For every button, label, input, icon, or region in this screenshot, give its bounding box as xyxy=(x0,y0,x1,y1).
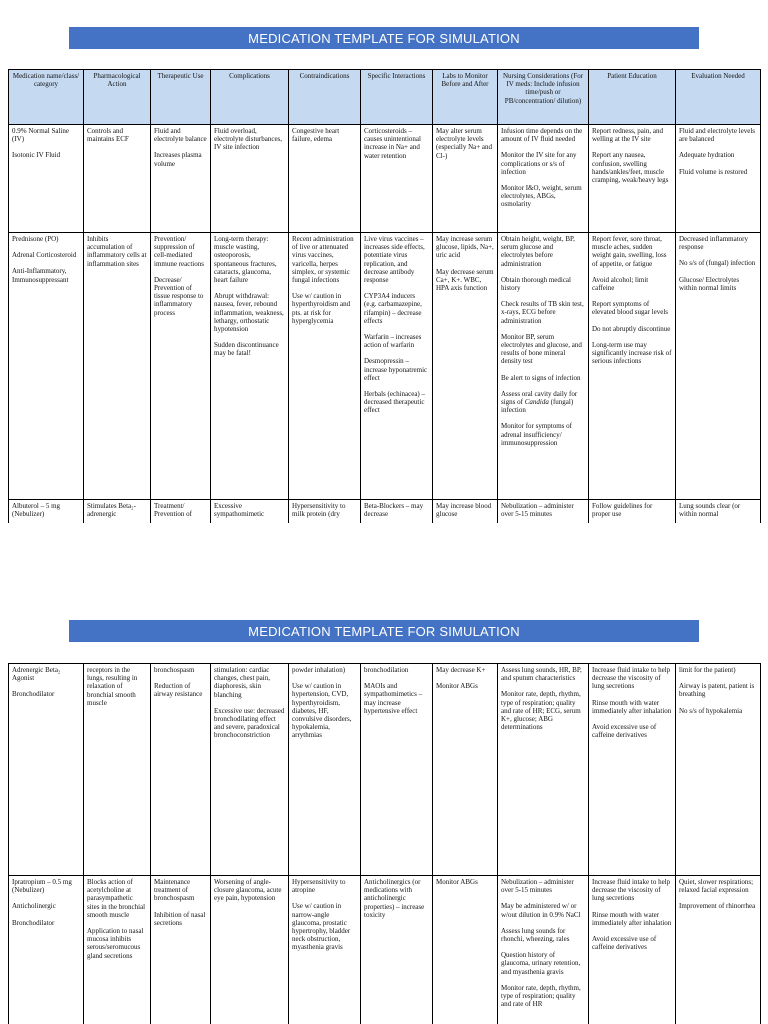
table-cell xyxy=(84,125,151,233)
cell-text: May alter serum electrolyte levels (especially Na+ and Cl-) xyxy=(436,127,493,160)
cell-text: Long-term use may significantly increase risk of serious infections xyxy=(592,340,672,366)
cell-text: Adequate hydration xyxy=(679,151,735,160)
cell-text: Use w/ caution in hypertension, CVD, hyperthyroidism, diabetes, HF, convulsive disorders, hypokalemia, arrythmias xyxy=(292,682,352,740)
cell-text: powder inhalation) xyxy=(292,666,346,674)
page2-medication-table xyxy=(8,663,761,1024)
cell-text: Bronchodilator xyxy=(12,918,55,927)
cell-text: Increase fluid intake to help decrease the viscosity of lung secretions xyxy=(592,666,671,691)
table-row xyxy=(9,233,761,500)
cell-text: Use w/ caution in hyperthyroidism and pts. at risk for hyperglycemia xyxy=(292,292,351,325)
cell-text: bronchodilation xyxy=(364,666,409,674)
cell-text: Abrupt withdrawal: nausea, fever, rebound inflammation, weakness, lethargy, orthostatic hypotension xyxy=(214,292,284,334)
cell-text: Improvement of rhinorrhea xyxy=(679,902,756,911)
cell-text: Inhibition of nasal secretions xyxy=(154,910,206,927)
cell-text: May decrease serum Ca+, K+. WBC, HPA axis function xyxy=(436,267,494,293)
table-cell xyxy=(151,233,211,500)
table-cell xyxy=(151,876,211,1024)
table-cell xyxy=(289,500,361,524)
cell-text: Bronchodilator xyxy=(12,690,55,699)
header-pharmacological-action: Pharmacological Action xyxy=(84,70,151,125)
cell-text: Maintenance treatment of bronchospasm xyxy=(154,878,195,903)
cell-text: Reduction of airway resistance xyxy=(154,682,203,699)
cell-text: Use w/ caution in narrow-angle glaucoma, prostatic hypertrophy, bladder neck obstruction, myasthenia gravis xyxy=(292,902,351,952)
cell-text: Avoid excessive use of caffeine derivatives xyxy=(592,723,657,740)
cell-text: Sudden discontinuance may be fatal! xyxy=(214,341,279,358)
table-cell xyxy=(84,664,151,876)
page2-table-clip xyxy=(0,663,768,1024)
cell-text: Recent administration of live or attenuated virus vaccines, varicella, herpes simplex, or systemic fungal infections xyxy=(292,235,354,285)
table-cell xyxy=(84,233,151,500)
table-cell xyxy=(9,664,84,876)
page1-header-row xyxy=(9,70,761,125)
cell-text: Assess oral cavity daily for signs of Candida (fungal) infection xyxy=(501,389,578,415)
header-labs: Labs to Monitor Before and After xyxy=(433,70,498,125)
cell-text: Airway is patent, patient is breathing xyxy=(679,682,755,699)
cell-text: limit for the patient) xyxy=(679,666,736,674)
page1-banner: MEDICATION TEMPLATE FOR SIMULATION xyxy=(69,27,699,49)
header-therapeutic-use: Therapeutic Use xyxy=(151,70,211,125)
cell-text: Beta-Blockers – may decrease xyxy=(364,502,424,519)
table-cell xyxy=(289,876,361,1024)
cell-text: Corticosteroids – causes unintentional increase in Na+ and water retention xyxy=(364,127,421,160)
cell-text: Desmopressin – increase hyponatremic effect xyxy=(364,357,428,382)
table-cell xyxy=(211,125,289,233)
cell-text: Nebulization – administer over 5-15 minutes xyxy=(501,502,574,519)
cell-text: Blocks action of acetylcholine at parasympathetic sites in the bronchial smooth muscle xyxy=(87,878,146,919)
table-cell xyxy=(676,125,761,233)
cell-text: Rinse mouth with water immediately after inhalation xyxy=(592,910,672,927)
cell-text: Albuterol – 5 mg (Nebulizer) xyxy=(12,502,61,519)
cell-text: Fluid volume is restored xyxy=(679,167,748,176)
cell-text: Isotonic IV Fluid xyxy=(12,151,61,160)
header-evaluation-needed: Evaluation Needed xyxy=(676,70,761,125)
cell-text: Rinse mouth with water immediately after inhalation xyxy=(592,698,672,715)
table-row xyxy=(9,664,761,876)
table-cell xyxy=(151,500,211,524)
table-cell xyxy=(211,233,289,500)
table-cell xyxy=(498,233,589,500)
cell-text: Assess lung sounds for rhonchi, wheezing, rales xyxy=(501,926,570,944)
header-contraindications: Contraindications xyxy=(289,70,361,125)
header-specific-interactions: Specific Interactions xyxy=(361,70,433,125)
cell-text: Herbals (echinacea) – decreased therapeutic effect xyxy=(364,390,426,415)
cell-text: 0.9% Normal Saline (IV) xyxy=(12,127,69,144)
cell-text: MAOIs and sympathomimetics – may increase hypertensive effect xyxy=(364,682,423,715)
cell-text: Lung sounds clear (or within normal xyxy=(679,502,741,519)
page1-medication-table xyxy=(8,69,761,523)
table-cell xyxy=(9,500,84,524)
cell-text: Hypersensitivity to milk protein (dry xyxy=(292,502,346,519)
table-row xyxy=(9,500,761,524)
cell-text: Hypersensitivity to atropine xyxy=(292,878,346,895)
table-cell xyxy=(289,233,361,500)
cell-text: Decreased inflammatory response xyxy=(679,235,748,252)
cell-text: Prednisone (PO) xyxy=(12,235,59,243)
cell-text: Monitor rate, depth, rhythm, type of respiration; quality and rate of HR; ECG, serum K+, glucose; ABG determinations xyxy=(501,690,581,732)
cell-text: Long-term therapy: muscle wasting, osteoporosis, spontaneous fractures, cataracts, glaucoma, heart failure xyxy=(214,235,277,285)
table-cell xyxy=(211,664,289,876)
table-cell xyxy=(433,125,498,233)
table-cell xyxy=(361,500,433,524)
cell-text: Assess lung sounds, HR, BP, and sputum characteristics xyxy=(501,666,582,683)
table-row xyxy=(9,125,761,233)
cell-text: stimulation: cardiac changes, chest pain, diaphoresis, skin blanching xyxy=(214,666,270,699)
header-patient-education: Patient Education xyxy=(589,70,676,125)
cell-text: Report fever, sore throat, muscle aches, sudden weight gain, swelling, loss of appetite, or fatigue xyxy=(592,235,667,268)
table-cell xyxy=(498,664,589,876)
cell-text: Ipratropium – 0.5 mg (Nebulizer) xyxy=(12,878,72,895)
table-cell xyxy=(498,125,589,233)
cell-text: receptors in the lungs, resulting in relaxation of bronchial smooth muscle xyxy=(87,666,138,707)
table-cell xyxy=(361,125,433,233)
cell-text: Inhibits accumulation of inflammatory cells at inflammation sites xyxy=(87,235,147,268)
table-cell xyxy=(676,500,761,524)
table-cell xyxy=(589,500,676,524)
cell-text: May increase serum glucose, lipids, Na+, uric acid xyxy=(436,235,494,260)
cell-text: Monitor BP, serum electrolytes and glucose, and results of bone mineral density test xyxy=(501,332,582,366)
cell-text: Monitor ABGs xyxy=(436,878,478,886)
cell-text: No s/s of hypokalemia xyxy=(679,706,743,715)
cell-text: Infusion time depends on the amount of IV fluid needed xyxy=(501,127,583,144)
cell-text: Live virus vaccines – increases side effects, potentiate virus replication, and decrease antibody response xyxy=(364,235,425,285)
header-medication: Medication name/class/ category xyxy=(9,70,84,125)
table-cell xyxy=(676,876,761,1024)
cell-text: May increase blood glucose xyxy=(436,502,492,519)
cell-text: Stimulates Beta₂-adrenergic xyxy=(87,502,136,519)
cell-text: Be alert to signs of infection xyxy=(501,373,581,382)
cell-text: Report any nausea, confusion, swelling hands/ankles/feet, muscle cramping, weak/heavy legs xyxy=(592,151,669,185)
cell-text: CYP3A4 inducers (e.g. carbamazepine, rifampin) – decrease effects xyxy=(364,292,422,325)
table-cell xyxy=(589,125,676,233)
table-row xyxy=(9,876,761,1024)
table-cell xyxy=(498,500,589,524)
cell-text: Avoid excessive use of caffeine derivatives xyxy=(592,935,657,952)
cell-text: bronchospasm xyxy=(154,666,195,674)
cell-text: Congestive heart failure, edema xyxy=(292,127,340,144)
table-cell xyxy=(151,664,211,876)
table-cell xyxy=(433,664,498,876)
cell-text: Excessive use: decreased bronchodilating effect and severe, paradoxical bronchoconstriction xyxy=(214,706,285,740)
cell-text: Nebulization – administer over 5-15 minutes xyxy=(501,878,574,895)
cell-text: Fluid and electrolyte balance xyxy=(154,127,207,144)
table-cell xyxy=(361,664,433,876)
table-cell xyxy=(589,664,676,876)
cell-text: Check results of TB skin test, x-rays, ECG before administration xyxy=(501,300,584,325)
table-cell xyxy=(84,500,151,524)
table-cell xyxy=(361,876,433,1024)
table-cell xyxy=(9,125,84,233)
cell-text: Prevention/ suppression of cell-mediated immune reactions xyxy=(154,235,204,268)
cell-text: Obtain thorough medical history xyxy=(501,275,571,293)
table-cell xyxy=(289,664,361,876)
cell-text: Avoid alcohol; limit caffeine xyxy=(592,275,649,293)
cell-text: Application to nasal mucosa inhibits serous/seromucous gland secretions xyxy=(87,927,144,960)
table-cell xyxy=(9,876,84,1024)
cell-text: Warfarin – increases action of warfarin xyxy=(364,333,422,350)
cell-text: Quiet, slower respirations; relaxed facial expression xyxy=(679,878,754,895)
cell-text: Report symptoms of elevated blood sugar levels xyxy=(592,300,669,317)
cell-text: Fluid overload, electrolyte disturbances, IV site infection xyxy=(214,127,283,152)
table-cell xyxy=(433,876,498,1024)
table-cell xyxy=(589,876,676,1024)
page1-table-clip xyxy=(0,69,768,523)
header-nursing-considerations: Nursing Considerations (For IV meds: Include infusion time/push or PB/concentration/ dilution) xyxy=(498,70,589,125)
cell-text: May decrease K+ xyxy=(436,666,486,674)
table-cell xyxy=(676,664,761,876)
cell-text: Controls and maintains ECF xyxy=(87,127,129,144)
cell-text: May be administered w/ or w/out dilution in 0.9% NaCl xyxy=(501,902,581,919)
table-cell xyxy=(433,500,498,524)
cell-text: Question history of glaucoma, urinary retention, and myasthenia gravis xyxy=(501,951,581,976)
cell-text: Anti-Inflammatory, Immunosuppressant xyxy=(12,267,69,284)
cell-text: Adrenergic Beta₂ Agonist xyxy=(12,666,61,683)
cell-text: Anticholinergic xyxy=(12,902,56,911)
cell-text: Increase fluid intake to help decrease the viscosity of lung secretions xyxy=(592,878,671,903)
cell-text: Monitor for symptoms of adrenal insufficiency/ immunosuppression xyxy=(501,422,572,447)
cell-text: Monitor I&O, weight, serum electrolytes, ABGs, osmolarity xyxy=(501,184,582,209)
cell-text: Anticholinergics (or medications with anticholinergic properties) – increase toxicity xyxy=(364,878,425,919)
cell-text: Worsening of angle-closure glaucoma, acute eye pain, hypotension xyxy=(214,878,282,903)
table-cell xyxy=(211,876,289,1024)
table-cell xyxy=(676,233,761,500)
cell-text: Excessive sympathomimetic xyxy=(214,502,265,519)
table-cell xyxy=(211,500,289,524)
table-cell xyxy=(589,233,676,500)
cell-text: Glucose/ Electrolytes within normal limits xyxy=(679,275,740,292)
cell-text: Obtain height, weight, BP, serum glucose and electrolytes before administration xyxy=(501,235,575,268)
page2-banner: MEDICATION TEMPLATE FOR SIMULATION xyxy=(69,620,699,642)
cell-text: Fluid and electrolyte levels are balanced xyxy=(679,127,756,144)
table-cell xyxy=(9,233,84,500)
table-cell xyxy=(84,876,151,1024)
cell-text: Follow guidelines for proper use xyxy=(592,502,653,519)
table-cell xyxy=(433,233,498,500)
table-cell xyxy=(361,233,433,500)
cell-text: Increases plasma volume xyxy=(154,151,202,168)
header-complications: Complications xyxy=(211,70,289,125)
cell-text: Monitor the IV site for any complications or s/s of infection xyxy=(501,151,577,176)
cell-text: Decrease/ Prevention of tissue response to inflammatory process xyxy=(154,275,204,317)
cell-text: Monitor rate, depth, rhythm, type of respiration; quality and rate of HR xyxy=(501,983,581,1009)
cell-text: Do not abruptly discontinue xyxy=(592,324,671,333)
cell-text: Treatment/ Prevention of xyxy=(154,502,192,519)
cell-text: Report redness, pain, and welling at the IV site xyxy=(592,127,663,144)
cell-text: Monitor ABGs xyxy=(436,682,478,691)
cell-text: Adrenal Corticosteroid xyxy=(12,251,77,260)
table-cell xyxy=(289,125,361,233)
cell-text: No s/s of (fungal) infection xyxy=(679,259,756,268)
table-cell xyxy=(498,876,589,1024)
table-cell xyxy=(151,125,211,233)
